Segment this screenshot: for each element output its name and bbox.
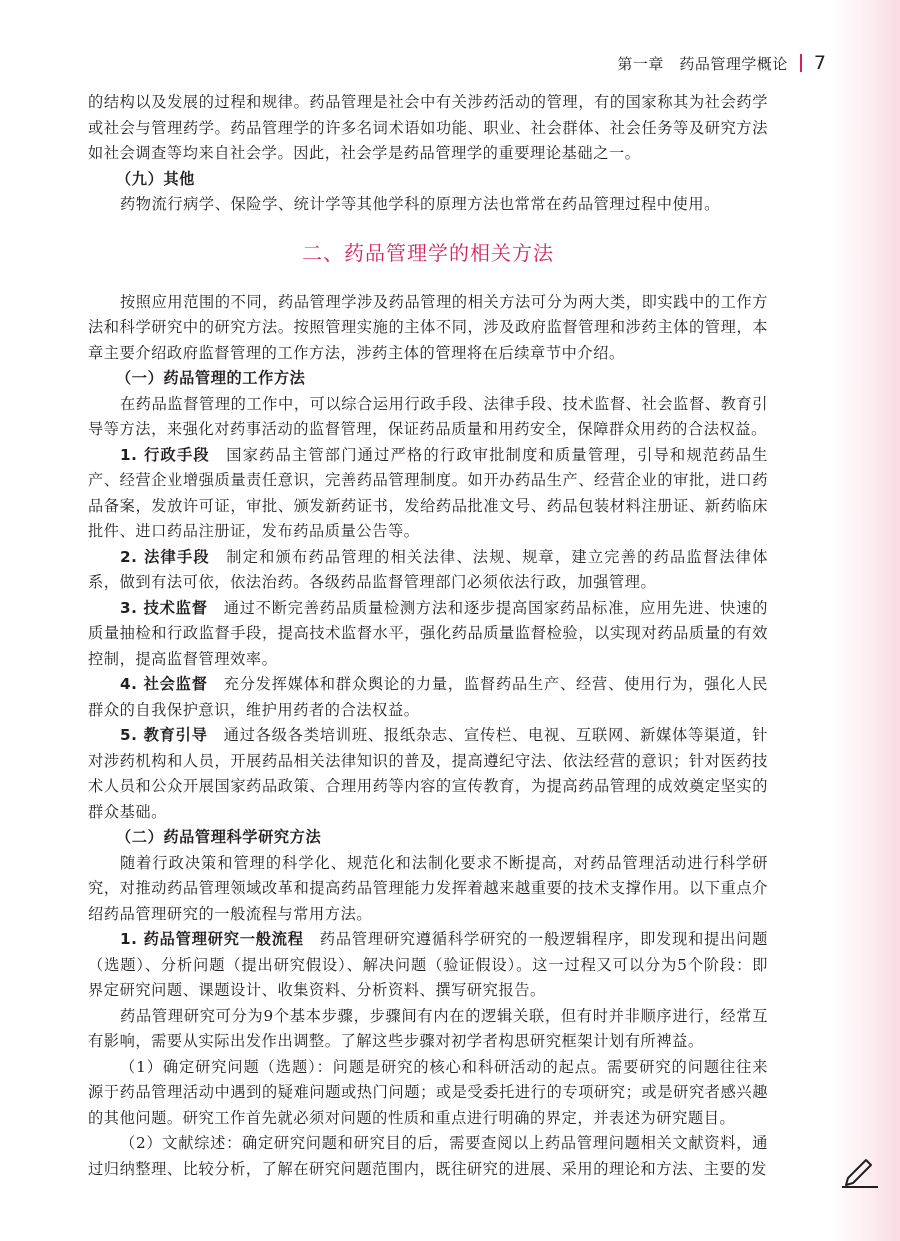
item-text: 国家药品主管部门通过严格的行政审批制度和质量管理，引导和规范药品生产、经营企业增强质量责任意识，完善药品管理制度。如开办药品生产、经营企业的审批，进口药品备案，发放许可证，审批、颁发新药证书，发给药品批准文号、药品包装材料注册证、新药临床批件、进口药品注册证，发布药品质量公告等。 bbox=[88, 445, 768, 540]
item-text: 药品管理研究遵循科学研究的一般逻辑程序，即发现和提出问题（选题）、分析问题（提出研究假设）、解决问题（验证假设）。这一过程又可以分为5个阶段：即界定研究问题、课题设计、收集资料、分析资料、撰写研究报告。 bbox=[88, 930, 768, 999]
subheading-work-methods: （一）药品管理的工作方法 bbox=[116, 369, 306, 387]
list-item bbox=[88, 723, 768, 825]
header-divider bbox=[800, 54, 802, 72]
paragraph: 的结构以及发展的过程和规律。药品管理是社会中有关涉药活动的管理，有的国家称其为社会药学或社会与管理药学。药品管理学的许多名词术语如功能、职业、社会群体、社会任务等及研究方法如社会调查等均来自社会学。因此，社会学是药品管理学的重要理论基础之一。 bbox=[88, 93, 768, 162]
subheading-research-methods: （二）药品管理科学研究方法 bbox=[116, 828, 322, 846]
chapter-title: 第一章 药品管理学概论 bbox=[617, 54, 788, 73]
page-number: 7 bbox=[813, 52, 826, 74]
item-lead: 1. 药品管理研究一般流程 bbox=[120, 930, 304, 948]
paragraph: 按照应用范围的不同，药品管理学涉及药品管理的相关方法可分为两大类，即实践中的工作方法和科学研究中的研究方法。按照管理实施的主体不同，涉及政府监督管理和涉药主体的管理，本章主要介绍政府监督管理的工作方法，涉药主体的管理将在后续章节中介绍。 bbox=[88, 292, 768, 362]
item-text: 制定和颁布药品管理的相关法律、法规、规章，建立完善的药品监督法律体系，做到有法可依，依法治药。各级药品监督管理部门必须依法行政，加强管理。 bbox=[88, 547, 768, 591]
page-side-band bbox=[830, 0, 900, 1241]
paragraph: 在药品监督管理的工作中，可以综合运用行政手段、法律手段、技术监督、社会监督、教育引导等方法，来强化对药事活动的监督管理，保证药品质量和用药安全，保障群众用药的合法权益。 bbox=[88, 394, 768, 438]
paragraph: （1）确定研究问题（选题）：问题是研究的核心和科研活动的起点。需要研究的问题往往来源于药品管理活动中遇到的疑难问题或热门问题；或是受委托进行的专项研究；或是研究者感兴趣的其他问题。研究工作首先就必须对问题的性质和重点进行明确的界定，并表述为研究题目。 bbox=[88, 1057, 768, 1127]
item-lead: 3. 技术监督 bbox=[120, 598, 208, 617]
list-item bbox=[88, 596, 768, 673]
item-lead: 2. 法律手段 bbox=[120, 547, 210, 566]
paragraph: （2）文献综述：确定研究问题和研究目的后，需要查阅以上药品管理问题相关文献资料，通过归纳整理、比较分析，了解在研究问题范围内，既往研究的进展、采用的理论和方法、主要的发 bbox=[88, 1134, 768, 1178]
paragraph: 药物流行病学、保险学、统计学等其他学科的原理方法也常常在药品管理过程中使用。 bbox=[120, 195, 720, 213]
item-text: 通过不断完善药品质量检测方法和逐步提高国家药品标准，应用先进、快速的质量抽检和行政监督手段，提高技术监督水平，强化药品质量监督检验，以实现对药品质量的有效控制，提高监督管理效率。 bbox=[88, 598, 768, 668]
list-item bbox=[88, 927, 768, 1004]
pen-icon bbox=[840, 1156, 880, 1188]
running-header bbox=[617, 52, 826, 74]
list-item bbox=[88, 443, 768, 545]
item-lead: 4. 社会监督 bbox=[120, 675, 208, 693]
paragraph: 药品管理研究可分为9个基本步骤，步骤间有内在的逻辑关联，但有时并非顺序进行，经常互有影响，需要从实际出发作出调整。了解这些步骤对初学者构思研究框架计划有所裨益。 bbox=[88, 1006, 768, 1050]
list-item bbox=[88, 545, 768, 596]
item-text: 充分发挥媒体和群众舆论的力量，监督药品生产、经营、使用行为，强化人民群众的自我保护意识，维护用药者的合法权益。 bbox=[88, 675, 768, 719]
item-lead: 5. 教育引导 bbox=[120, 726, 208, 744]
paragraph: 随着行政决策和管理的科学化、规范化和法制化要求不断提高，对药品管理活动进行科学研究，对推动药品管理领域改革和提高药品管理能力发挥着越来越重要的技术支撑作用。以下重点介绍药品管理研究的一般流程与常用方法。 bbox=[88, 853, 768, 923]
item-lead: 1. 行政手段 bbox=[120, 445, 210, 464]
item-text: 通过各级各类培训班、报纸杂志、宣传栏、电视、互联网、新媒体等渠道，针对涉药机构和人员，开展药品相关法律知识的普及，提高遵纪守法、依法经营的意识；针对医药技术人员和公众开展国家药品政策、合理用药等内容的宣传教育，为提高药品管理的成效奠定坚实的群众基础。 bbox=[88, 726, 768, 821]
section-title: 二、药品管理学的相关方法 bbox=[302, 240, 554, 265]
page-body bbox=[88, 90, 768, 1182]
subheading-other: （九）其他 bbox=[116, 169, 195, 188]
list-item bbox=[88, 672, 768, 723]
